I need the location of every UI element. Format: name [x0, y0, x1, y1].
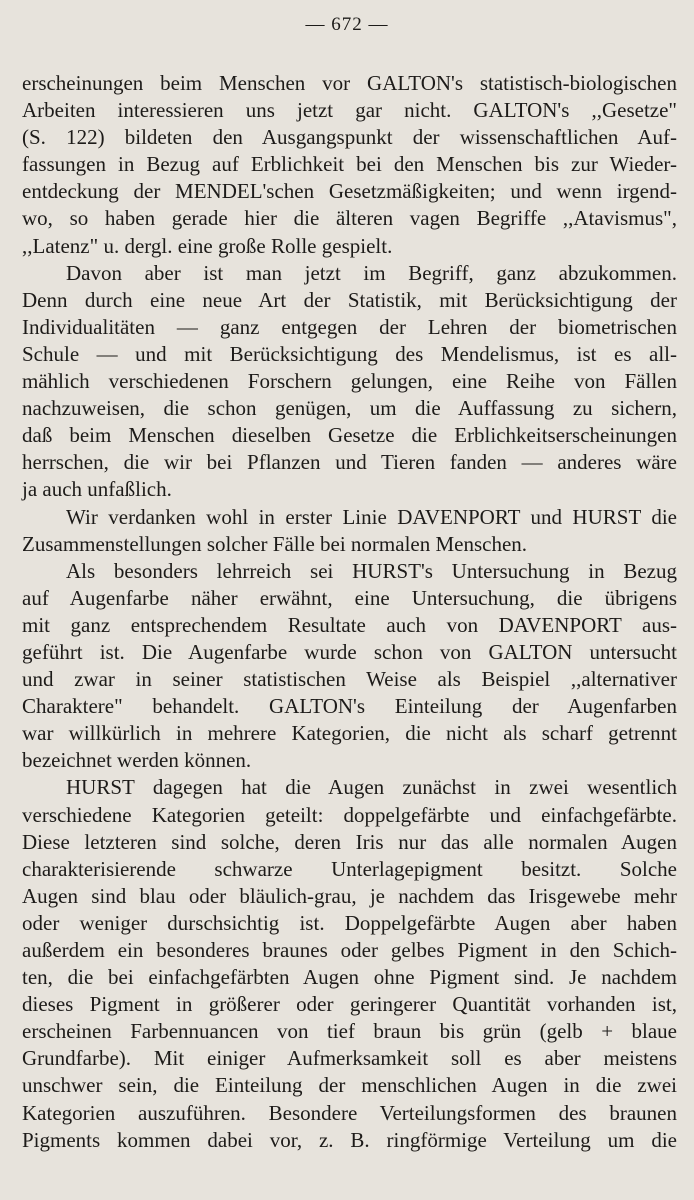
text-line: fassungen in Bezug auf Erblichkeit bei den Menschen bis zur Wieder- [22, 152, 677, 177]
text-line: Wir verdanken wohl in erster Linie DAVENPORT und HURST die [66, 504, 677, 529]
text-line: Als besonders lehrreich sei HURST's Untersuchung in Bezug [66, 558, 677, 583]
text-line: bezeichnet werden können. [22, 748, 252, 773]
text-line: Zusammenstellungen solcher Fälle bei normalen Menschen. [22, 531, 528, 556]
page-body [22, 70, 677, 1154]
text-line: auf Augenfarbe näher erwähnt, eine Untersuchung, die übrigens [22, 585, 677, 610]
text-line: Charaktere" behandelt. GALTON's Einteilung der Augenfarben [22, 694, 677, 719]
text-line: geführt ist. Die Augenfarbe wurde schon von GALTON untersucht [22, 639, 677, 664]
text-line: Grundfarbe). Mit einiger Aufmerksamkeit soll es aber meistens [22, 1046, 677, 1071]
text-line: Diese letzteren sind solche, deren Iris nur das alle normalen Augen [22, 829, 677, 854]
text-line: HURST dagegen hat die Augen zunächst in zwei wesentlich [66, 775, 677, 800]
text-line: Pigments kommen dabei vor, z. B. ringförmige Verteilung um die [22, 1127, 677, 1152]
text-line: Augen sind blau oder bläulich-grau, je nachdem das Irisgewebe mehr [22, 883, 677, 908]
text-line: Schule — und mit Berücksichtigung des Mendelismus, ist es all- [22, 341, 677, 366]
text-line: wo, so haben gerade hier die älteren vagen Begriffe ,,Atavismus", [22, 206, 677, 231]
text-line: mählich verschiedenen Forschern gelungen, eine Reihe von Fällen [22, 369, 677, 394]
text-line: war willkürlich in mehrere Kategorien, die nicht als scharf getrennt [22, 721, 677, 746]
text-line: nachzuweisen, die schon genügen, um die Auffassung zu sichern, [22, 396, 677, 421]
text-line: entdeckung der MENDEL'schen Gesetzmäßigkeiten; und wenn irgend- [22, 179, 677, 204]
text-line: ten, die bei einfachgefärbten Augen ohne Pigment sind. Je nachdem [22, 965, 677, 990]
text-line: außerdem ein besonderes braunes oder gelbes Pigment in den Schich- [22, 938, 677, 962]
page-number: — 672 — [305, 14, 389, 35]
text-line: dieses Pigment in größerer oder geringerer Quantität vorhanden ist, [22, 992, 677, 1017]
text-line: (S. 122) bildeten den Ausgangspunkt der wissenschaftlichen Auf- [22, 125, 677, 150]
text-line: daß beim Menschen dieselben Gesetze die Erblichkeitserscheinungen [22, 423, 677, 448]
text-line: ja auch unfaßlich. [22, 477, 172, 502]
text-line: mit ganz entsprechendem Resultate auch von DAVENPORT aus- [22, 612, 677, 637]
text-line: charakterisierende schwarze Unterlagepigment besitzt. Solche [22, 856, 677, 881]
text-line: Kategorien auszuführen. Besondere Verteilungsformen des braunen [22, 1100, 677, 1125]
text-line: unschwer sein, die Einteilung der menschlichen Augen in die zwei [22, 1073, 677, 1098]
text-line: Davon aber ist man jetzt im Begriff, ganz abzukommen. [66, 260, 677, 285]
text-line: Arbeiten interessieren uns jetzt gar nicht. GALTON's ,,Gesetze" [22, 98, 677, 123]
text-line: erscheinungen beim Menschen vor GALTON's statistisch-biologischen [22, 71, 677, 95]
text-line: und zwar in seiner statistischen Weise als Beispiel ,,alternativer [22, 667, 677, 692]
text-line: oder weniger durschsichtig ist. Doppelgefärbte Augen aber haben [22, 910, 677, 935]
text-line: verschiedene Kategorien geteilt: doppelgefärbte und einfachgefärbte. [22, 802, 677, 827]
text-line: herrschen, die wir bei Pflanzen und Tieren fanden — anderes wäre [22, 450, 677, 475]
text-line: ,,Latenz" u. dergl. eine große Rolle gespielt. [22, 233, 393, 258]
text-line: erscheinen Farbennuancen von tief braun bis grün (gelb + blaue [22, 1019, 677, 1044]
text-line: Individualitäten — ganz entgegen der Lehren der biometrischen [22, 314, 677, 339]
text-line: Denn durch eine neue Art der Statistik, mit Berücksichtigung der [22, 287, 677, 312]
